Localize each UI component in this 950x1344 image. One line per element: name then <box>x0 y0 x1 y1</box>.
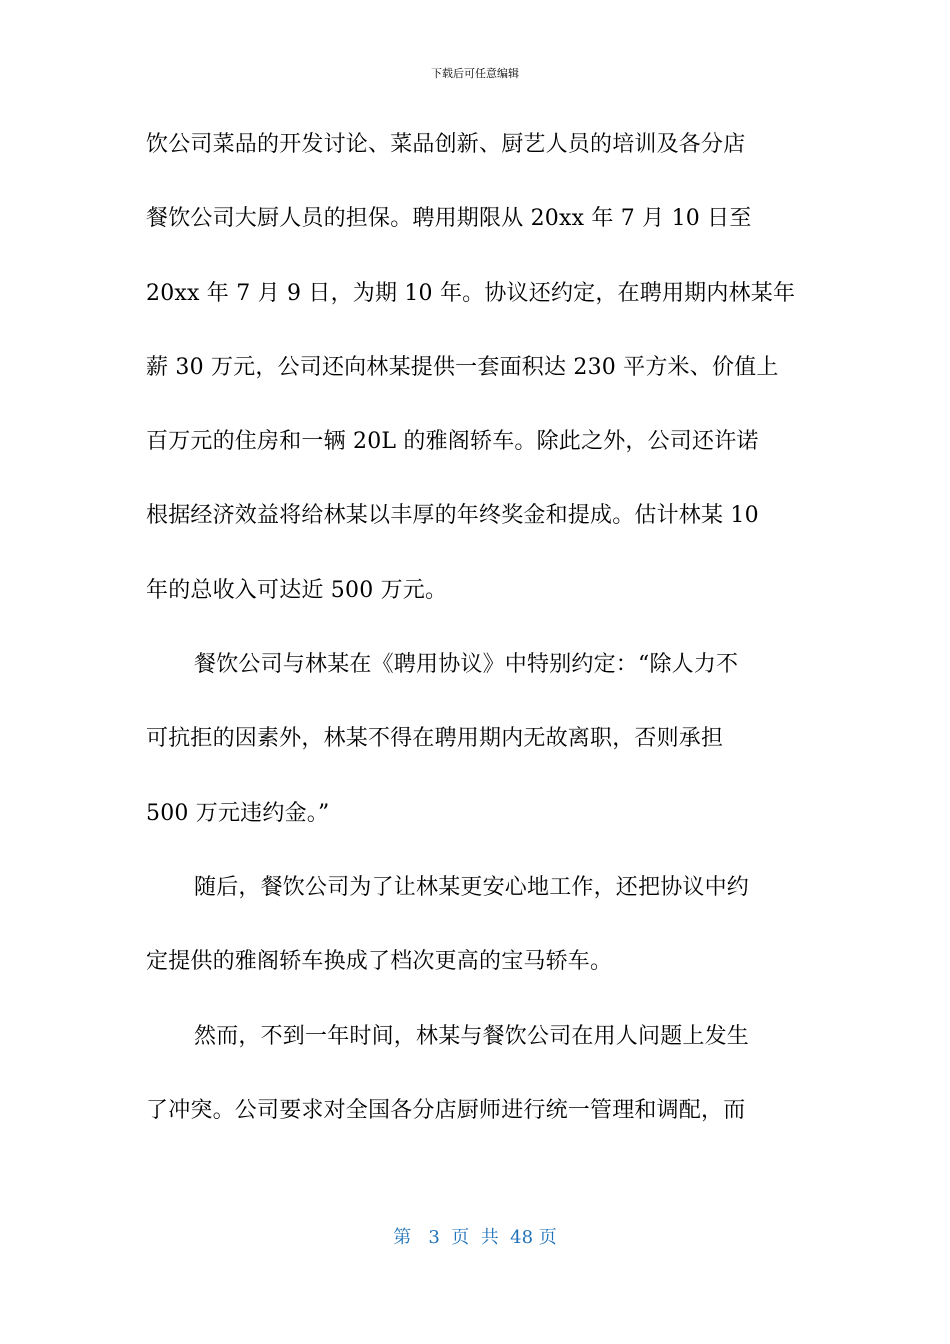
paragraph-start-line: 餐饮公司与林某在《聘用协议》中特别约定：“除人力不 <box>194 652 739 678</box>
text-line: 可抗拒的因素外，林某不得在聘用期内无故离职，否则承担 <box>146 726 724 752</box>
text-line: 了冲突。公司要求对全国各分店厨师进行统一管理和调配，而 <box>146 1097 746 1123</box>
body-text <box>146 121 816 1161</box>
text-line: 根据经济效益将给林某以丰厚的年终奖金和提成。估计林某 10 <box>146 503 759 529</box>
text-line: 定提供的雅阁轿车换成了档次更高的宝马轿车。 <box>146 949 613 975</box>
page-header: 下载后可任意编辑 <box>431 67 519 80</box>
text-line: 500 万元违约金。” <box>146 800 330 826</box>
text-line: 20xx 年 7 月 9 日，为期 10 年。协议还约定，在聘用期内林某年 <box>146 280 796 306</box>
paragraph-start-line: 然而，不到一年时间，林某与餐饮公司在用人问题上发生 <box>194 1023 750 1049</box>
text-line: 薪 30 万元，公司还向林某提供一套面积达 230 平方米、价值上 <box>146 354 779 380</box>
text-line: 餐饮公司大厨人员的担保。聘用期限从 20xx 年 7 月 10 日至 <box>146 206 752 232</box>
text-line: 百万元的住房和一辆 20L 的雅阁轿车。除此之外，公司还许诺 <box>146 429 759 455</box>
text-line: 年的总收入可达近 500 万元。 <box>146 577 448 603</box>
paragraph-start-line: 随后，餐饮公司为了让林某更安心地工作，还把协议中约 <box>194 874 750 900</box>
page-number-footer: 第 3 页 共 48 页 <box>393 1227 557 1248</box>
text-line: 饮公司菜品的开发讨论、菜品创新、厨艺人员的培训及各分店 <box>146 132 746 157</box>
